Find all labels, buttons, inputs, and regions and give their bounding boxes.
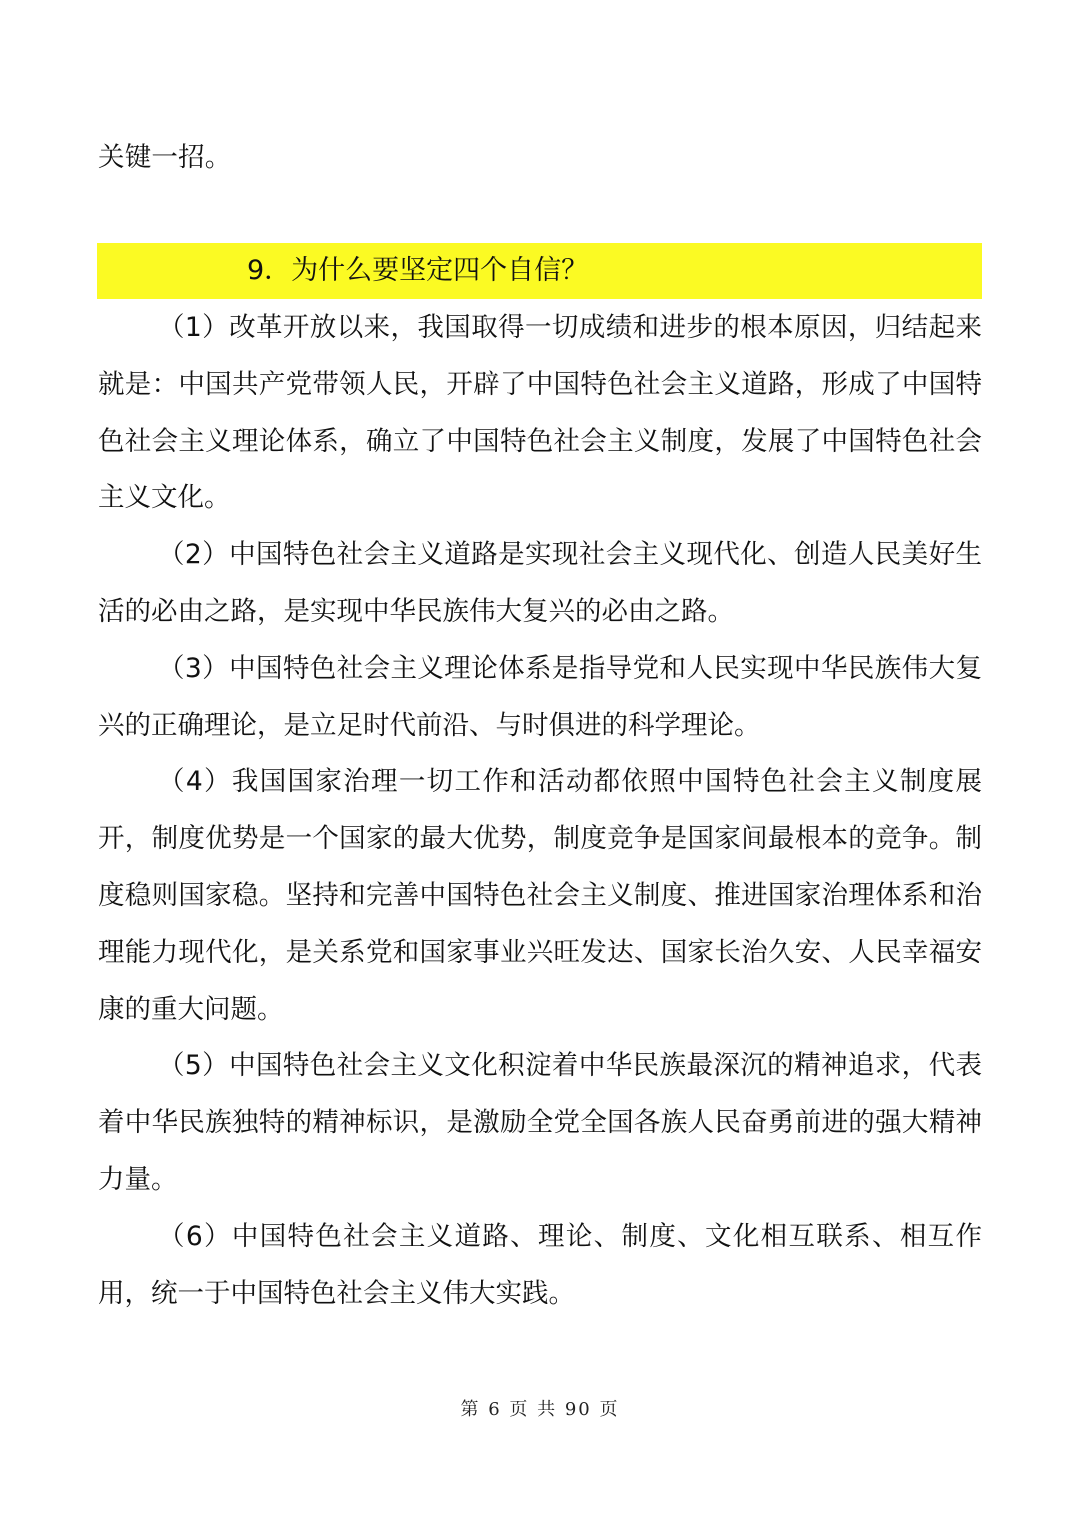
answer-list xyxy=(98,300,982,1322)
carry-over-paragraph: 关键一招。 xyxy=(98,142,232,173)
answer-item-2: （2）中国特色社会主义道路是实现社会主义现代化、创造人民美好生活的必由之路，是实现中华民族伟大复兴的必由之路。 xyxy=(98,539,982,627)
answer-item-6: （6）中国特色社会主义道路、理论、制度、文化相互联系、相互作用，统一于中国特色社会主义伟大实践。 xyxy=(98,1220,982,1309)
page-number-footer: 第 6 页 共 90 页 xyxy=(460,1399,620,1420)
answer-item-3: （3）中国特色社会主义理论体系是指导党和人民实现中华民族伟大复兴的正确理论，是立足时代前沿、与时俱进的科学理论。 xyxy=(98,652,982,741)
answer-item-5: （5）中国特色社会主义文化积淀着中华民族最深沉的精神追求，代表着中华民族独特的精神标识，是激励全党全国各族人民奋勇前进的强大精神力量。 xyxy=(98,1050,982,1195)
section-heading: 9．为什么要坚定四个自信？ xyxy=(247,255,589,286)
answer-item-4: （4）我国国家治理一切工作和活动都依照中国特色社会主义制度展开，制度优势是一个国家的最大优势，制度竞争是国家间最根本的竞争。制度稳则国家稳。坚持和完善中国特色社会主义制度、推进国家治理体系和治理能力现代化，是关系党和国家事业兴旺发达、国家长治久安、人民幸福安康的重大问题。 xyxy=(98,766,982,1025)
section-heading-highlight xyxy=(97,243,982,299)
answer-item-1: （1）改革开放以来，我国取得一切成绩和进步的根本原因，归结起来就是：中国共产党带领人民，开辟了中国特色社会主义道路，形成了中国特色社会主义理论体系，确立了中国特色社会主义制度，发展了中国特色社会主义文化。 xyxy=(98,312,982,514)
